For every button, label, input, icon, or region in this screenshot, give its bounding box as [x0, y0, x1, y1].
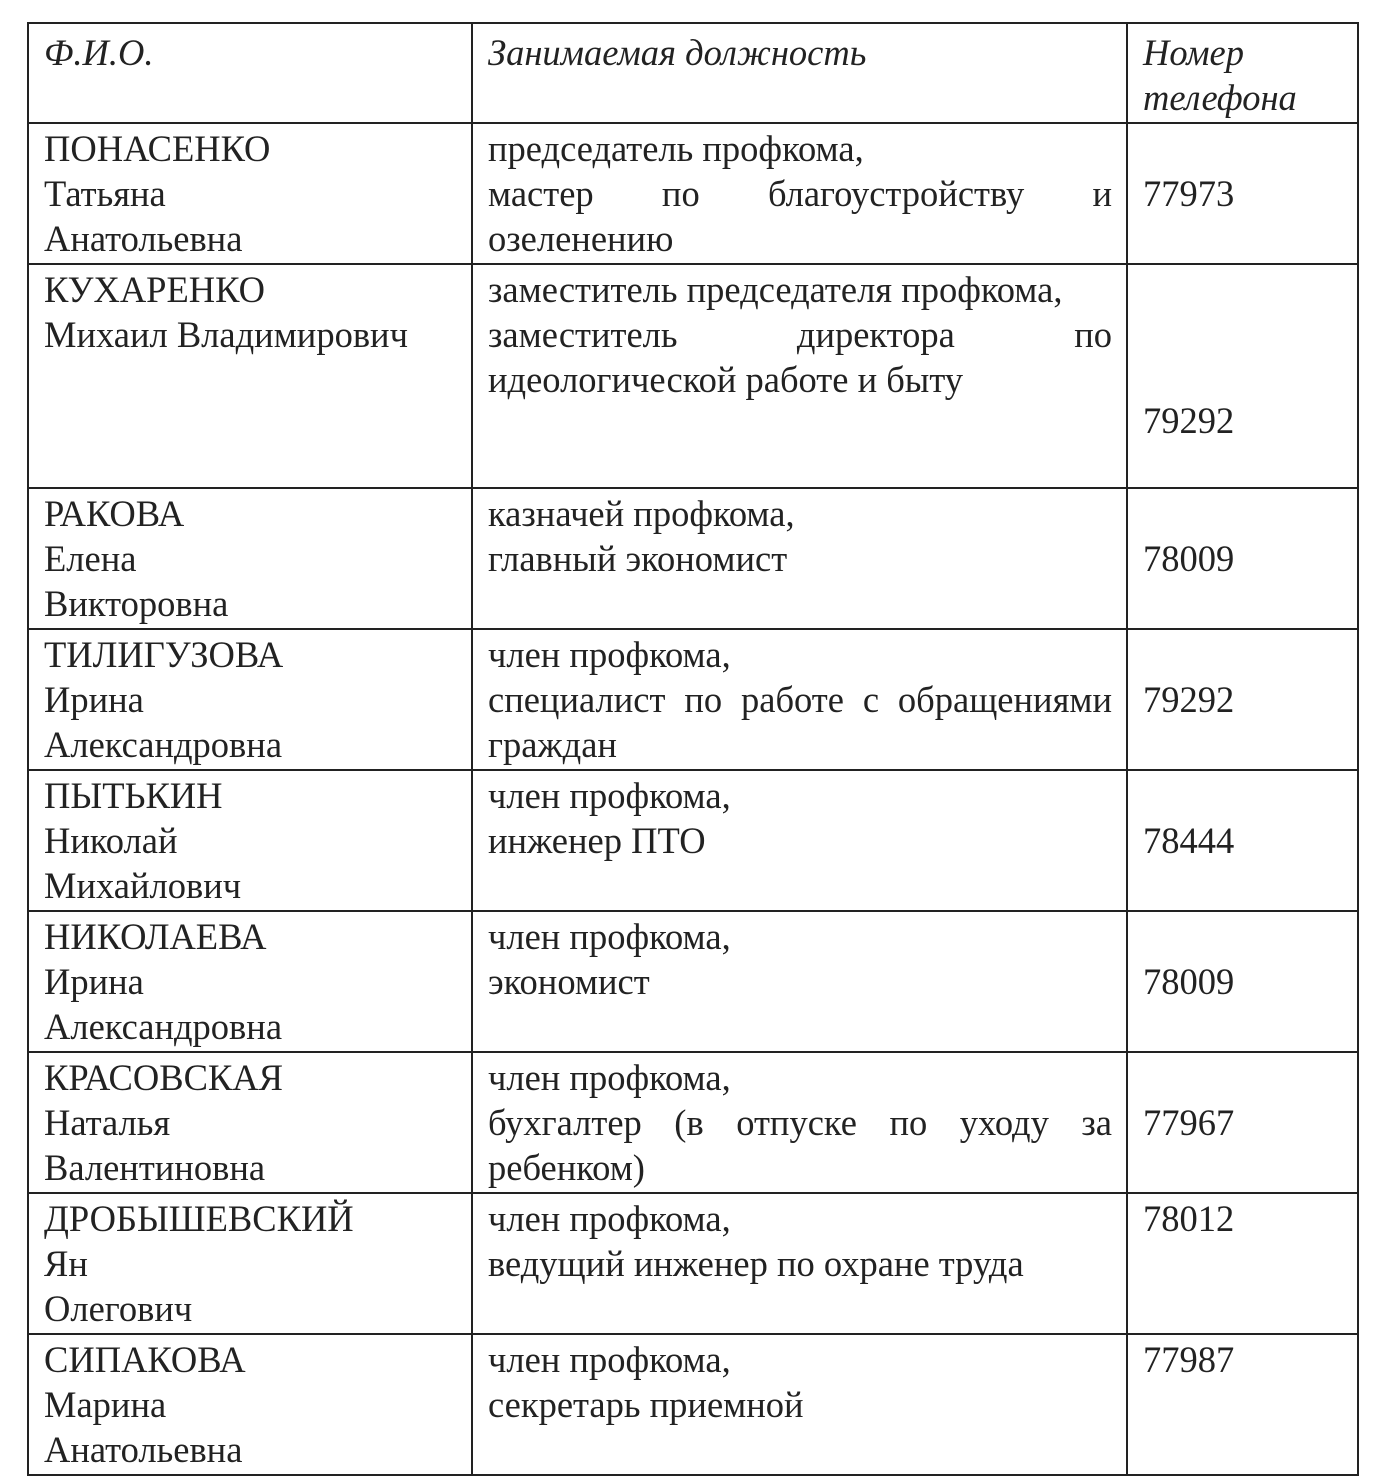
member-name: ПОНАСЕНКО Татьяна Анатольевна: [28, 123, 472, 264]
table-row: [28, 1052, 1358, 1193]
member-phone: 77987: [1127, 1334, 1358, 1475]
member-name: ТИЛИГУЗОВА Ирина Александровна: [28, 629, 472, 770]
table-row: [28, 629, 1358, 770]
header-position: Занимаемая должность: [472, 23, 1127, 123]
table-row: [28, 770, 1358, 911]
table-row: [28, 264, 1358, 488]
table-header-row: [28, 23, 1358, 123]
member-position: казначей профкома, главный экономист: [472, 488, 1127, 629]
member-position: член профкома, секретарь приемной: [472, 1334, 1127, 1475]
member-phone: 78009: [1127, 911, 1358, 1052]
profkom-members-table: [27, 22, 1359, 1476]
member-name: РАКОВА Елена Викторовна: [28, 488, 472, 629]
member-position: член профкома, ведущий инженер по охране труда: [472, 1193, 1127, 1334]
member-position: член профкома, инженер ПТО: [472, 770, 1127, 911]
member-name: СИПАКОВА Марина Анатольевна: [28, 1334, 472, 1475]
table-row: [28, 123, 1358, 264]
table-row: [28, 911, 1358, 1052]
member-phone: 77967: [1127, 1052, 1358, 1193]
table-row: [28, 1193, 1358, 1334]
member-phone: 79292: [1127, 629, 1358, 770]
member-phone: 78012: [1127, 1193, 1358, 1334]
table-row: [28, 488, 1358, 629]
member-phone: 79292: [1127, 264, 1358, 488]
member-position: член профкома, экономист: [472, 911, 1127, 1052]
member-phone: 78444: [1127, 770, 1358, 911]
header-phone: Номер телефона: [1127, 23, 1358, 123]
member-phone: 77973: [1127, 123, 1358, 264]
member-name: НИКОЛАЕВА Ирина Александровна: [28, 911, 472, 1052]
table-row: [28, 1334, 1358, 1475]
member-position: член профкома, специалист по работе с обращениями граждан: [472, 629, 1127, 770]
member-name: КУХАРЕНКО Михаил Владимирович: [28, 264, 472, 488]
member-phone: 78009: [1127, 488, 1358, 629]
member-name: ПЫТЬКИН Николай Михайлович: [28, 770, 472, 911]
member-position: заместитель председателя профкома, заместитель директора по идеологической работе и быту: [472, 264, 1127, 488]
member-position: член профкома, бухгалтер (в отпуске по уходу за ребенком): [472, 1052, 1127, 1193]
member-name: КРАСОВСКАЯ Наталья Валентиновна: [28, 1052, 472, 1193]
member-name: ДРОБЫШЕВСКИЙ Ян Олегович: [28, 1193, 472, 1334]
header-name: Ф.И.О.: [28, 23, 472, 123]
member-position: председатель профкома, мастер по благоустройству и озеленению: [472, 123, 1127, 264]
